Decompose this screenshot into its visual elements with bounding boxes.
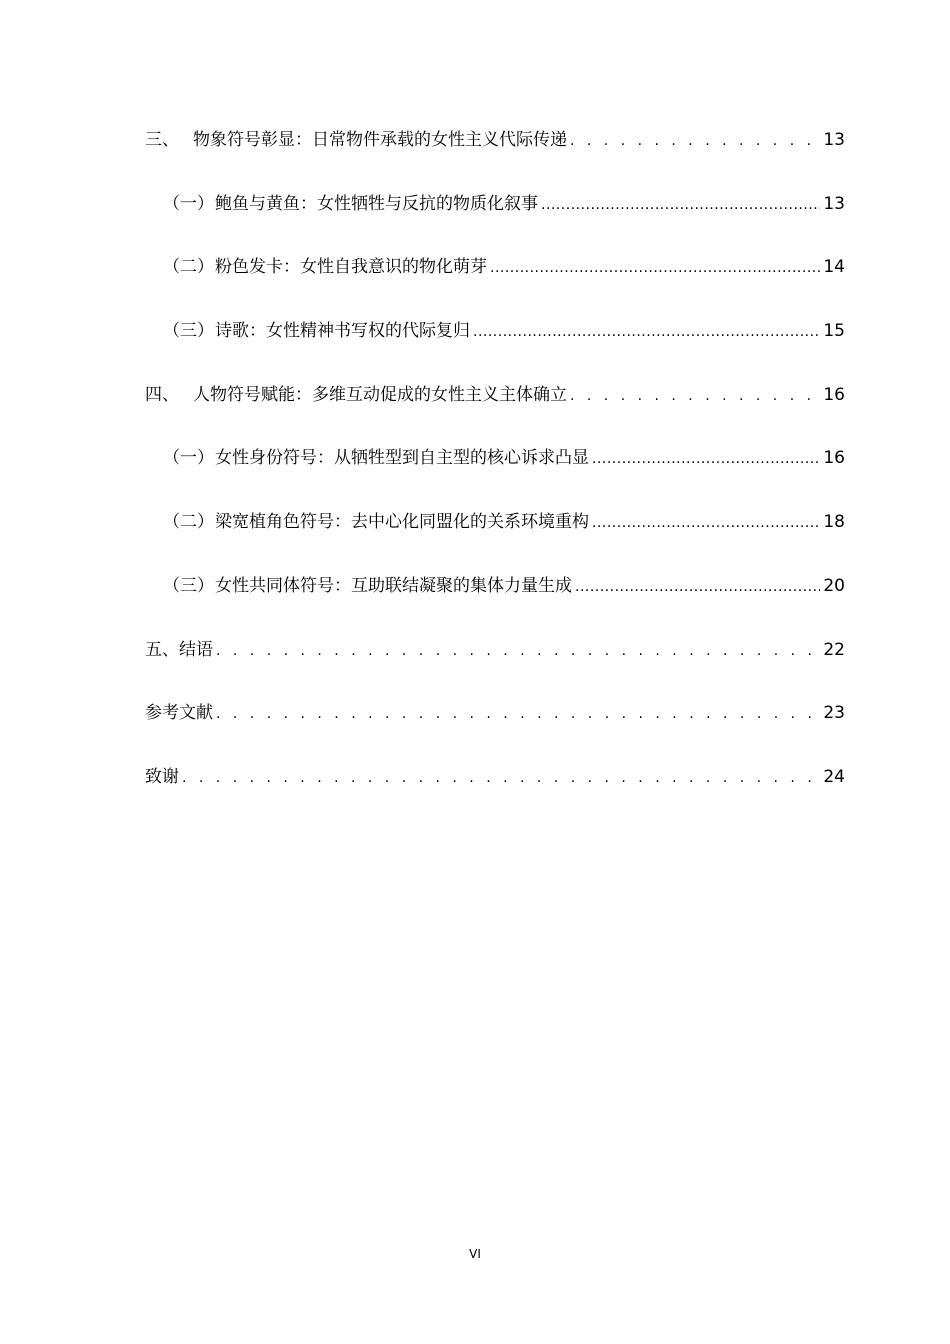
toc-entry-section-3-2[interactable] (145, 252, 845, 316)
toc-entry-title: 五、结语 (145, 639, 213, 660)
toc-entry-label (163, 252, 487, 282)
toc-entry-number: （三） (163, 321, 214, 342)
toc-entry-title: 诗歌：女性精神书写权的代际复归 (215, 321, 470, 342)
toc-entry-label (145, 698, 213, 728)
toc-entry-page: 22 (823, 639, 845, 660)
toc-entry-label (163, 189, 538, 219)
table-of-contents (145, 125, 845, 826)
toc-entry-title: 物象符号彰显：日常物件承载的女性主义代际传递 (193, 130, 567, 150)
toc-entry-references[interactable] (145, 698, 845, 762)
toc-entry-number: 四、 (145, 384, 179, 405)
footer-page-number: VI (469, 1247, 481, 1261)
toc-entry-acknowledgements[interactable] (145, 762, 845, 826)
toc-dot-leader (570, 126, 820, 156)
toc-entry-section-4-1[interactable] (145, 443, 845, 507)
toc-entry-label (145, 125, 567, 155)
toc-entry-label (163, 443, 589, 473)
toc-dot-leader (216, 636, 820, 666)
toc-entry-section-4[interactable] (145, 380, 845, 444)
toc-entry-page: 15 (823, 321, 845, 342)
toc-entry-page: 24 (823, 766, 845, 787)
toc-entry-title: 女性身份符号：从牺牲型到自主型的核心诉求凸显 (215, 448, 589, 469)
toc-entry-title: 粉色发卡：女性自我意识的物化萌芽 (215, 257, 487, 278)
toc-entry-number: （一） (163, 193, 214, 214)
toc-entry-number: （一） (163, 448, 214, 469)
toc-dot-leader (541, 190, 820, 220)
toc-entry-number: 三、 (145, 130, 179, 150)
toc-entry-title: 梁宽植角色符号：去中心化同盟化的关系环境重构 (215, 512, 589, 533)
toc-entry-section-3-3[interactable] (145, 316, 845, 380)
toc-entry-page: 14 (823, 257, 845, 278)
toc-entry-title: 参考文献 (145, 703, 213, 724)
toc-dot-leader (570, 381, 820, 411)
toc-dot-leader (592, 444, 820, 474)
toc-dot-leader (575, 572, 820, 602)
toc-entry-title: 女性共同体符号：互助联结凝聚的集体力量生成 (215, 575, 572, 596)
toc-entry-number: （三） (163, 575, 214, 596)
toc-entry-label (145, 380, 567, 410)
toc-entry-page: 23 (823, 703, 845, 724)
toc-entry-label (145, 635, 213, 665)
toc-entry-section-3-1[interactable] (145, 189, 845, 253)
toc-dot-leader (490, 253, 820, 283)
toc-dot-leader (182, 763, 820, 793)
toc-entry-label (145, 762, 179, 792)
toc-dot-leader (216, 699, 820, 729)
toc-entry-number: （二） (163, 512, 214, 533)
toc-entry-title: 鲍鱼与黄鱼：女性牺牲与反抗的物质化叙事 (215, 193, 538, 214)
toc-entry-page: 18 (823, 512, 845, 533)
toc-entry-section-4-2[interactable] (145, 507, 845, 571)
toc-entry-label (163, 571, 572, 601)
toc-entry-page: 13 (823, 130, 845, 150)
toc-entry-label (163, 507, 589, 537)
toc-entry-page: 13 (823, 193, 845, 214)
toc-entry-conclusion[interactable] (145, 635, 845, 699)
toc-dot-leader (592, 508, 820, 538)
toc-entry-title: 人物符号赋能：多维互动促成的女性主义主体确立 (193, 384, 567, 405)
toc-entry-page: 16 (823, 448, 845, 469)
toc-dot-leader (473, 317, 820, 347)
toc-entry-section-3[interactable] (145, 125, 845, 189)
toc-entry-page: 16 (823, 384, 845, 405)
toc-entry-number: （二） (163, 257, 214, 278)
toc-entry-page: 20 (823, 575, 845, 596)
toc-entry-label (163, 316, 470, 346)
toc-entry-title: 致谢 (145, 766, 179, 787)
toc-entry-section-4-3[interactable] (145, 571, 845, 635)
